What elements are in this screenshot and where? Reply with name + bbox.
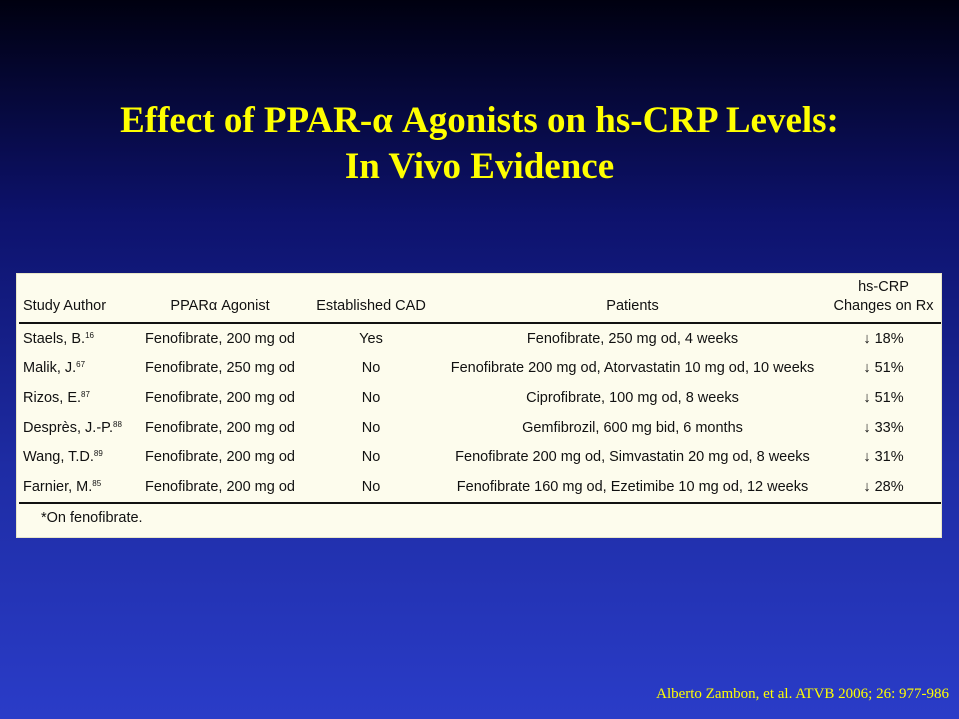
cell-cad: No <box>361 389 381 406</box>
cell-author: Malik, J.$^{67}$ <box>23 360 86 377</box>
cell-agonist: Fenofibrate, 200 mg od <box>145 389 295 406</box>
cell-cad: No <box>361 419 381 436</box>
cell-author: Wang, T.D.$^{89}$ <box>23 449 103 466</box>
cell-agonist: Fenofibrate, 200 mg od <box>145 449 295 466</box>
reference-number: 16 <box>85 330 94 340</box>
cell-patients: Fenofibrate 160 mg od, Ezetimibe 10 mg od, 12 weeks <box>456 478 809 495</box>
cell-agonist: Fenofibrate, 200 mg od <box>145 478 295 495</box>
cell-cad: No <box>361 478 381 495</box>
reference-number: 89 <box>93 449 103 459</box>
table-footnote-row <box>19 503 941 532</box>
cell-cad: No <box>361 449 381 466</box>
cell-crp-change: ↓ 51% <box>863 389 904 406</box>
cell-author: Farnier, M.$^{85}$ <box>23 478 102 495</box>
header-hs-crp-line-1: hs-CRP <box>858 279 909 295</box>
reference-number: 88 <box>113 419 122 429</box>
header-patients: Patients <box>606 298 659 314</box>
header-established-cad: Established CAD <box>316 298 426 314</box>
cell-crp-change: ↓ 18% <box>863 330 904 347</box>
cell-author: Desprès, J.-P.$^{88}$ <box>23 419 122 436</box>
slide-title <box>0 98 959 190</box>
slide-title-line-1: Effect of PPAR-α Agonists on hs-CRP Levels: <box>120 100 839 141</box>
cell-agonist: Fenofibrate, 200 mg od <box>145 330 295 347</box>
cell-patients: Fenofibrate, 250 mg od, 4 weeks <box>526 330 739 347</box>
cell-patients: Ciprofibrate, 100 mg od, 8 weeks <box>526 389 739 406</box>
cell-author: Staels, B.$^{16}$ <box>23 330 94 347</box>
table-row <box>19 354 941 384</box>
cell-author: Rizos, E.$^{87}$ <box>23 389 90 406</box>
slide-title-line-2: In Vivo Evidence <box>344 146 615 187</box>
header-hs-crp-changes <box>826 278 941 323</box>
table-row <box>19 472 941 503</box>
cell-crp-change: ↓ 33% <box>863 419 904 436</box>
cell-crp-change: ↓ 51% <box>863 360 904 377</box>
reference-number: 85 <box>92 478 102 488</box>
table-row <box>19 323 941 354</box>
header-hs-crp-line-2: Changes on Rx <box>833 298 934 314</box>
table-footnote: *On fenofibrate. <box>41 509 143 526</box>
cell-agonist: Fenofibrate, 200 mg od <box>145 419 295 436</box>
table-row <box>19 413 941 443</box>
cell-agonist: Fenofibrate, 250 mg od <box>145 360 295 377</box>
cell-crp-change: ↓ 31% <box>863 449 904 466</box>
header-ppar-agonist: PPARα Agonist <box>170 298 270 314</box>
cell-cad: No <box>361 360 381 377</box>
cell-crp-change: ↓ 28% <box>863 478 904 495</box>
citation: Alberto Zambon, et al. ATVB 2006; 26: 977-986 <box>656 686 949 702</box>
cell-patients: Fenofibrate 200 mg od, Atorvastatin 10 mg od, 10 weeks <box>450 360 815 377</box>
reference-number: 67 <box>76 360 86 370</box>
cell-cad: Yes <box>359 330 383 347</box>
study-table <box>19 278 941 532</box>
reference-number: 87 <box>81 389 90 399</box>
cell-patients: Fenofibrate 200 mg od, Simvastatin 20 mg od, 8 weeks <box>455 449 810 466</box>
header-study-author: Study Author <box>23 298 107 314</box>
cell-patients: Gemfibrozil, 600 mg bid, 6 months <box>522 419 743 436</box>
study-table-panel <box>16 273 942 538</box>
table-header-row <box>19 278 941 323</box>
table-row <box>19 442 941 472</box>
table-row <box>19 383 941 413</box>
